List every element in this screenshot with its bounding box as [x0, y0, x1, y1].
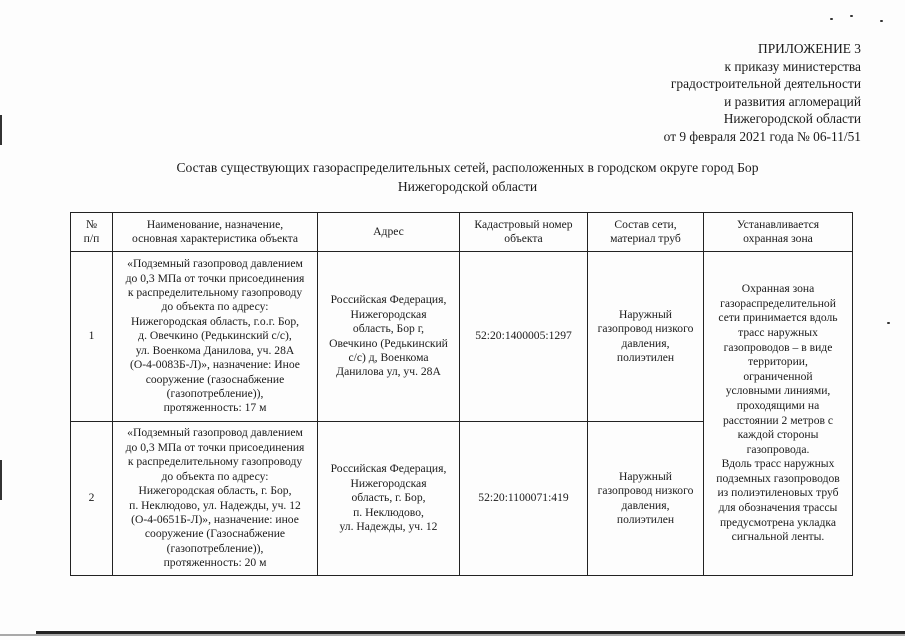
cell-address: Российская Федерация, Нижегородская область, г. Бор, п. Неклюдово, ул. Надежды, уч. 12	[318, 422, 460, 576]
cell-name: «Подземный газопровод давлением до 0,3 МПа от точки присоединения к распределительному газопроводу до объекта по адресу: Нижегородская область, г. Бор, п. Неклюдово, ул. Надежды, уч. 12 (О-4-0651Б-Л)», назначение: иное сооружение (Газоснабжение (газопотребление)), протяженность: 20 м	[113, 422, 318, 576]
scan-speck	[830, 18, 833, 20]
cell-zone: Охранная зона газораспределительной сети принимается вдоль трасс наружных газопроводов – в виде территории, ограниченной условными линиями, проходящими на расстоянии 2 метров с каждой стороны газопровода. Вдоль трасс наружных подземных газопроводов из полиэтиленовых труб для обозначения трассы предусмотрена укладка сигнальной ленты.	[704, 252, 853, 576]
appendix-line: к приказу министерства	[724, 58, 861, 74]
scan-speck	[887, 322, 890, 324]
document-title-line: Состав существующих газораспределительных сетей, расположенных в городском округе город Бор	[176, 160, 759, 175]
cell-name: «Подземный газопровод давлением до 0,3 МПа от точки присоединения к распределительному газопроводу до объекта по адресу: Нижегородская область, г.о.г. Бор, д. Овечкино (Редькинский с/с), ул. Военкома Данилова, уч. 28А (О-4-0083Б-Л)», назначение: Иное сооружение (газоснабжение (газопотребление)), протяженность: 17 м	[113, 252, 318, 422]
header-network: Состав сети, материал труб	[588, 213, 704, 252]
cell-cadastral: 52:20:1400005:1297	[460, 252, 588, 422]
gas-network-table	[70, 212, 853, 576]
header-zone: Устанавливается охранная зона	[704, 213, 853, 252]
cell-network: Наружный газопровод низкого давления, полиэтилен	[588, 422, 704, 576]
appendix-line: градостроительной деятельности	[670, 76, 861, 91]
scan-speck	[880, 20, 883, 22]
appendix-line: ПРИЛОЖЕНИЕ 3	[758, 41, 861, 56]
header-cadastral: Кадастровый номер объекта	[460, 213, 588, 252]
cell-network: Наружный газопровод низкого давления, полиэтилен	[588, 252, 704, 422]
header-name: Наименование, назначение, основная характеристика объекта	[113, 213, 318, 252]
header-address: Адрес	[318, 213, 460, 252]
cell-cadastral: 52:20:1100071:419	[460, 422, 588, 576]
table-header-row	[71, 213, 853, 252]
cell-num: 1	[71, 252, 113, 422]
appendix-header	[664, 40, 861, 145]
scan-margin-mark	[0, 460, 2, 500]
document-title	[100, 158, 835, 196]
table-row	[71, 252, 853, 422]
scan-edge-line	[0, 634, 905, 636]
document-title-line: Нижегородской области	[397, 179, 538, 194]
cell-num: 2	[71, 422, 113, 576]
appendix-line: Нижегородской области	[723, 111, 861, 126]
scan-speck	[850, 15, 853, 17]
header-num: № п/п	[71, 213, 113, 252]
appendix-line: и развития агломераций	[724, 93, 861, 109]
cell-address: Российская Федерация, Нижегородская область, Бор г, Овечкино (Редькинский с/с) д, Военкома Данилова ул, уч. 28А	[318, 252, 460, 422]
scan-margin-mark	[0, 115, 2, 145]
appendix-line: от 9 февраля 2021 года № 06-11/51	[663, 128, 861, 144]
